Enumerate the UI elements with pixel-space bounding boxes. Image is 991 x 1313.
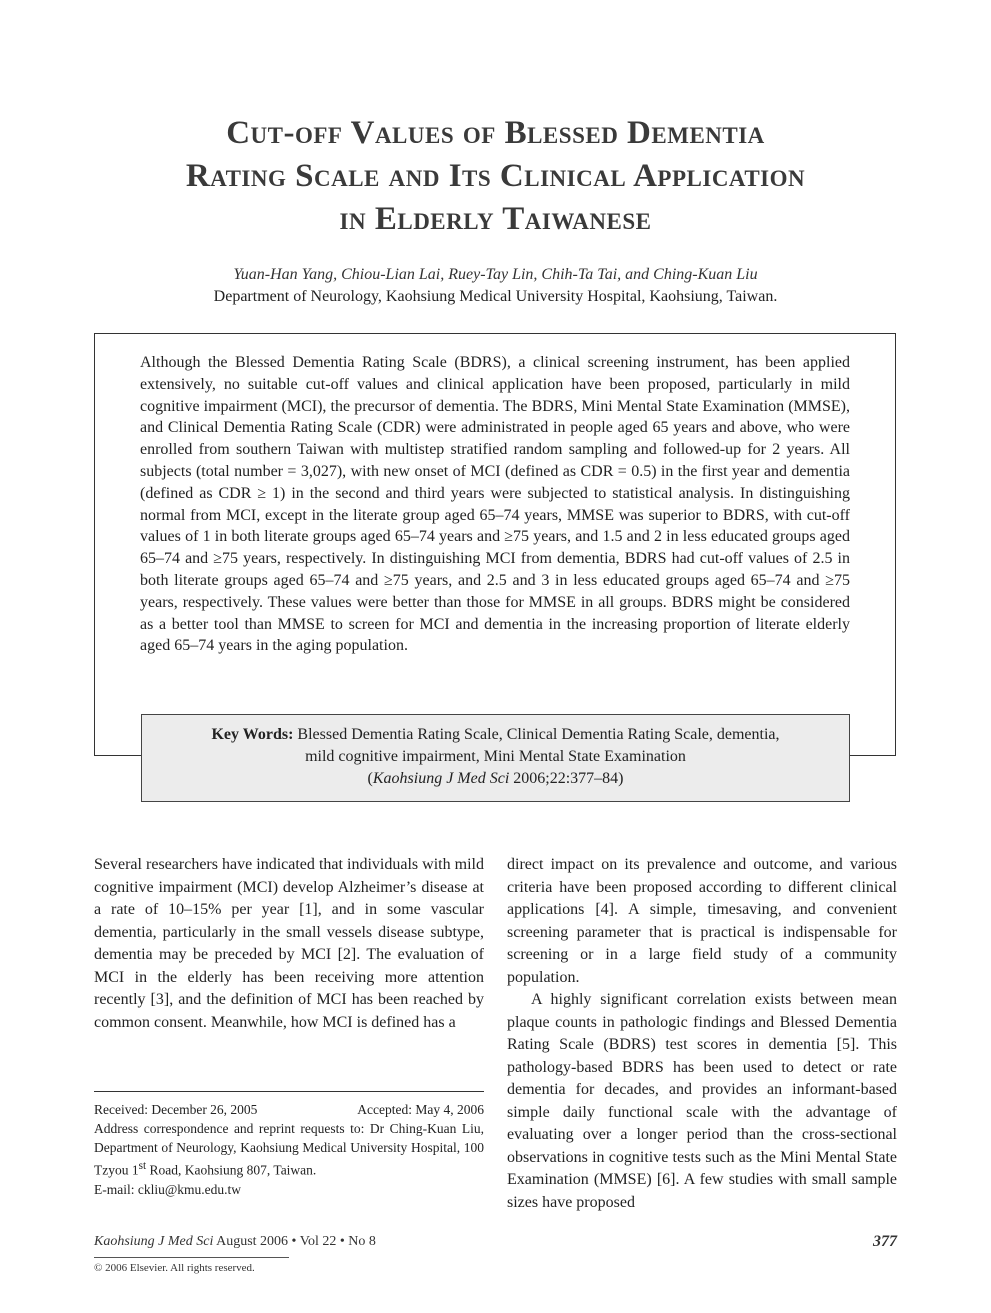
citation-open: ( — [367, 770, 373, 787]
footer-journal-name: Kaohsiung J Med Sci — [94, 1234, 214, 1249]
keywords-line-1 — [142, 724, 849, 746]
body-column-left — [94, 854, 484, 1034]
page-number: 377 — [873, 1233, 897, 1250]
keywords-box — [141, 714, 850, 802]
footnote-divider — [94, 1091, 484, 1092]
address-part-2: Road, Kaohsiung 807, Taiwan. — [146, 1162, 317, 1178]
article-title — [60, 112, 931, 241]
email[interactable]: E-mail: ckliu@kmu.edu.tw — [94, 1181, 242, 1197]
body-paragraph-1: Several researchers have indicated that individuals with mild cognitive impairment (MCI) develop Alzheimer’s disease at a rate of 10–15% per year [1], and in some vascular dementia, particularly in the small vessels disease subtype, dementia may be preceded by MCI [2]. The evaluation of MCI in the elderly has been receiving more attention recently [3], and the definition of MCI has been reached by common consent. Meanwhile, how MCI is defined has a — [94, 856, 484, 1031]
citation-rest: 2006;22:377–84) — [509, 770, 624, 787]
footer-issue: August 2006 • Vol 22 • No 8 — [213, 1234, 376, 1249]
body-paragraph-2: direct impact on its prevalence and outcome, and various criteria have been proposed according to different clinical applications [4]. A simple, timesaving, and convenient screening parameter that is practical is indispensable for screening or in a large field study of a community population. — [507, 856, 897, 986]
keywords-label: Key Words: — [211, 726, 294, 743]
title-line-3: in Elderly Taiwanese — [339, 201, 652, 237]
title-line-2: Rating Scale and Its Clinical Application — [185, 158, 806, 194]
dates-row — [94, 1101, 484, 1120]
address-part-1: Address correspondence and reprint requests to: Dr Ching-Kuan Liu, Department of Neurology, Kaohsiung Medical University Hospital, 100 Tzyou 1 — [94, 1120, 484, 1178]
title-line-1: Cut-off Values of Blessed Dementia — [226, 115, 765, 151]
affiliation: Department of Neurology, Kaohsiung Medical University Hospital, Kaohsiung, Taiwan. — [213, 288, 778, 305]
copyright-divider — [94, 1257, 289, 1258]
copyright: © 2006 Elsevier. All rights reserved. — [94, 1262, 255, 1274]
address-superscript: st — [138, 1160, 147, 1173]
footnote — [94, 1101, 484, 1199]
citation-journal: Kaohsiung J Med Sci — [372, 770, 510, 787]
keywords-line-2: mild cognitive impairment, Mini Mental State Examination — [305, 748, 686, 765]
correspondence-address — [94, 1120, 484, 1181]
accepted-date: Accepted: May 4, 2006 — [357, 1102, 484, 1117]
journal-footer — [94, 1234, 897, 1250]
received-date: Received: December 26, 2005 — [94, 1102, 258, 1117]
body-column-right — [507, 854, 897, 1214]
keywords-text-1: Blessed Dementia Rating Scale, Clinical Dementia Rating Scale, dementia, — [297, 726, 780, 743]
abstract-text: Although the Blessed Dementia Rating Scale (BDRS), a clinical screening instrument, has been applied extensively, no suitable cut-off values and clinical application have been proposed, particularly in mild cognitive impairment (MCI), the precursor of dementia. The BDRS, Mini Mental State Examination (MMSE), and Clinical Dementia Rating Scale (CDR) were administrated in people aged 65 years and above, who were enrolled from southern Taiwan with multistep stratified random sampling and followed-up for 2 years. All subjects (total number = 3,027), with new onset of MCI (defined as CDR = 0.5) in the first year and dementia (defined as CDR ≥ 1) in the second and third years were subjected to statistical analysis. In distinguishing normal from MCI, except in the literate group aged 65–74 years, MMSE was superior to BDRS, with cut-off values of 1 in both literate groups aged 65–74 years and ≥75 years, and 1.5 and 2 in less educated groups aged 65–74 and ≥75 years, respectively. In distinguishing MCI from dementia, BDRS had cut-off values of 2.5 in both literate groups aged 65–74 and ≥75 years, and 2.5 and 3 in less educated groups aged 65–74 and ≥75 years, respectively. These values were better than those for MMSE in all groups. BDRS might be considered as a better tool than MMSE to screen for MCI and dementia in the increasing proportion of literate elderly aged 65–74 years in the aging population. — [140, 354, 850, 655]
body-paragraph-3: A highly significant correlation exists between mean plaque counts in pathologic findings and Blessed Dementia Rating Scale (BDRS) test scores in dementia [5]. This pathology-based BDRS has been used to detect or rate dementia for decades, and provides an informant-based simple daily functional scale with the advantage of evaluating over a longer period than the cross-sectional observations in cognitive tests such as the Mini Mental State Examination (MMSE) [6]. A few studies with small sample sizes have proposed — [507, 991, 897, 1211]
author-list: Yuan-Han Yang, Chiou-Lian Lai, Ruey-Tay Lin, Chih-Ta Tai, and Ching-Kuan Liu — [233, 266, 758, 283]
citation-line — [142, 768, 849, 790]
